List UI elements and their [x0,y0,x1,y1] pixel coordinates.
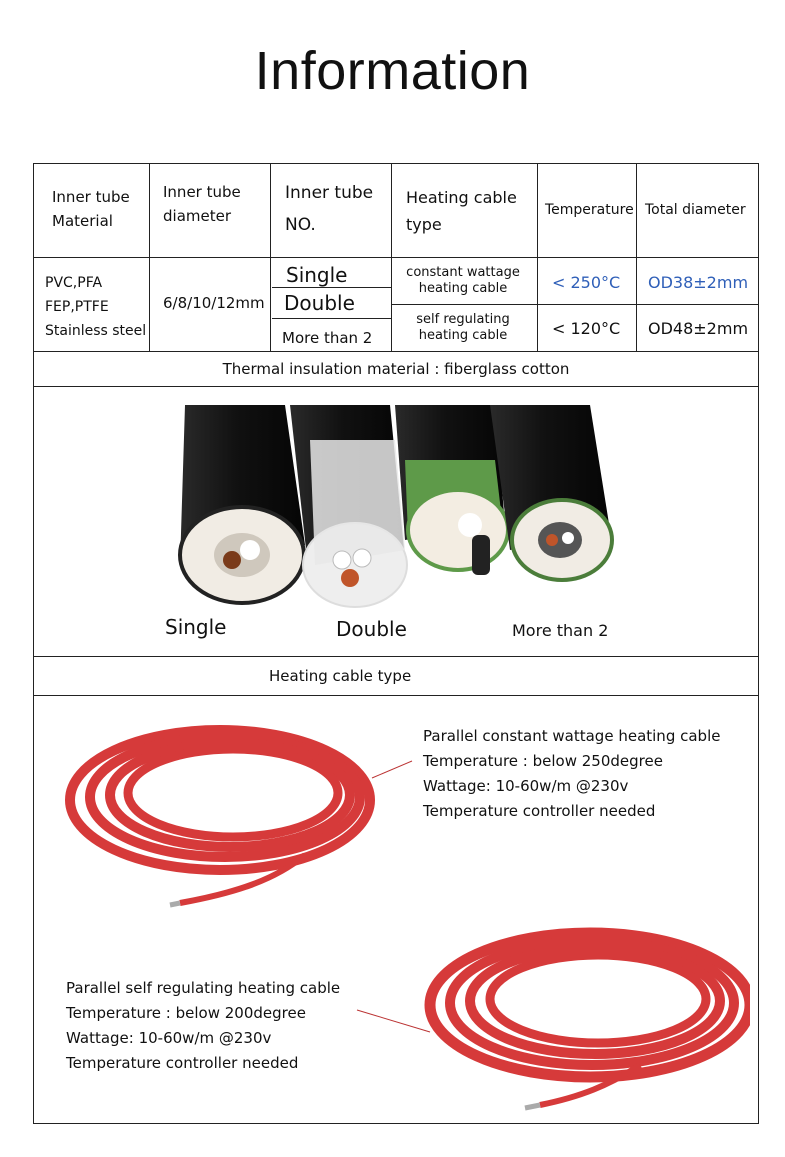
row-line [391,304,759,305]
photo-label-double: Double [336,617,407,641]
row-line [272,318,391,319]
page-title: Information [254,41,531,101]
header-divider [33,257,759,258]
self-regulating-cable-image [420,915,750,1120]
no-double: Double [284,291,355,315]
insulated-tubes-image [150,400,630,610]
col-divider [270,163,271,351]
temperature-self-regulating: < 120°C [552,319,621,338]
insulation-divider [33,386,759,387]
total-diameter-self-regulating: OD48±2mm [648,319,749,338]
cable-type-heading: Heating cable type [269,667,412,685]
header-total-diameter: Total diameter [645,202,746,218]
no-single: Single [286,263,348,287]
photo-label-more-than-2: More than 2 [512,621,609,640]
row-line [272,287,391,288]
col-divider [537,163,538,351]
pointer-line-2 [355,1005,435,1035]
photo-divider [33,656,759,657]
header-cable-type: Heating cable type [406,188,517,234]
constant-wattage-cable-image [55,705,395,915]
materials-list: PVC,PFA FEP,PTFE Stainless steel [45,275,147,339]
photo-label-single: Single [165,615,227,639]
header-no: Inner tube NO. [285,183,374,235]
col-divider [636,163,637,351]
cable-heading-divider [33,695,759,696]
temperature-constant: < 250°C [552,273,621,292]
total-diameter-constant: OD38±2mm [648,273,749,292]
diameter-value: 6/8/10/12mm [163,294,265,312]
pointer-line-1 [370,758,415,783]
self-regulating-cable-info: Parallel self regulating heating cable Temperature : below 200degree Wattage: 10-60w/m @230v Temperature controller needed [66,979,341,1072]
rows-divider [33,351,759,352]
constant-wattage-cable-info: Parallel constant wattage heating cable Temperature : below 250degree Wattage: 10-60w/m @230v Temperature controller needed [423,727,721,820]
col-divider [391,163,392,351]
header-temperature: Temperature [545,202,634,218]
no-more-than-2: More than 2 [282,329,373,347]
insulation-text: Thermal insulation material : fiberglass cotton [222,360,570,378]
header-diameter: Inner tube diameter [163,183,241,225]
cable-type-constant: constant wattage heating cable [406,265,520,296]
col-divider [149,163,150,351]
cable-type-self-regulating: self regulating heating cable [416,312,510,343]
header-material: Inner tube Material [52,188,130,230]
